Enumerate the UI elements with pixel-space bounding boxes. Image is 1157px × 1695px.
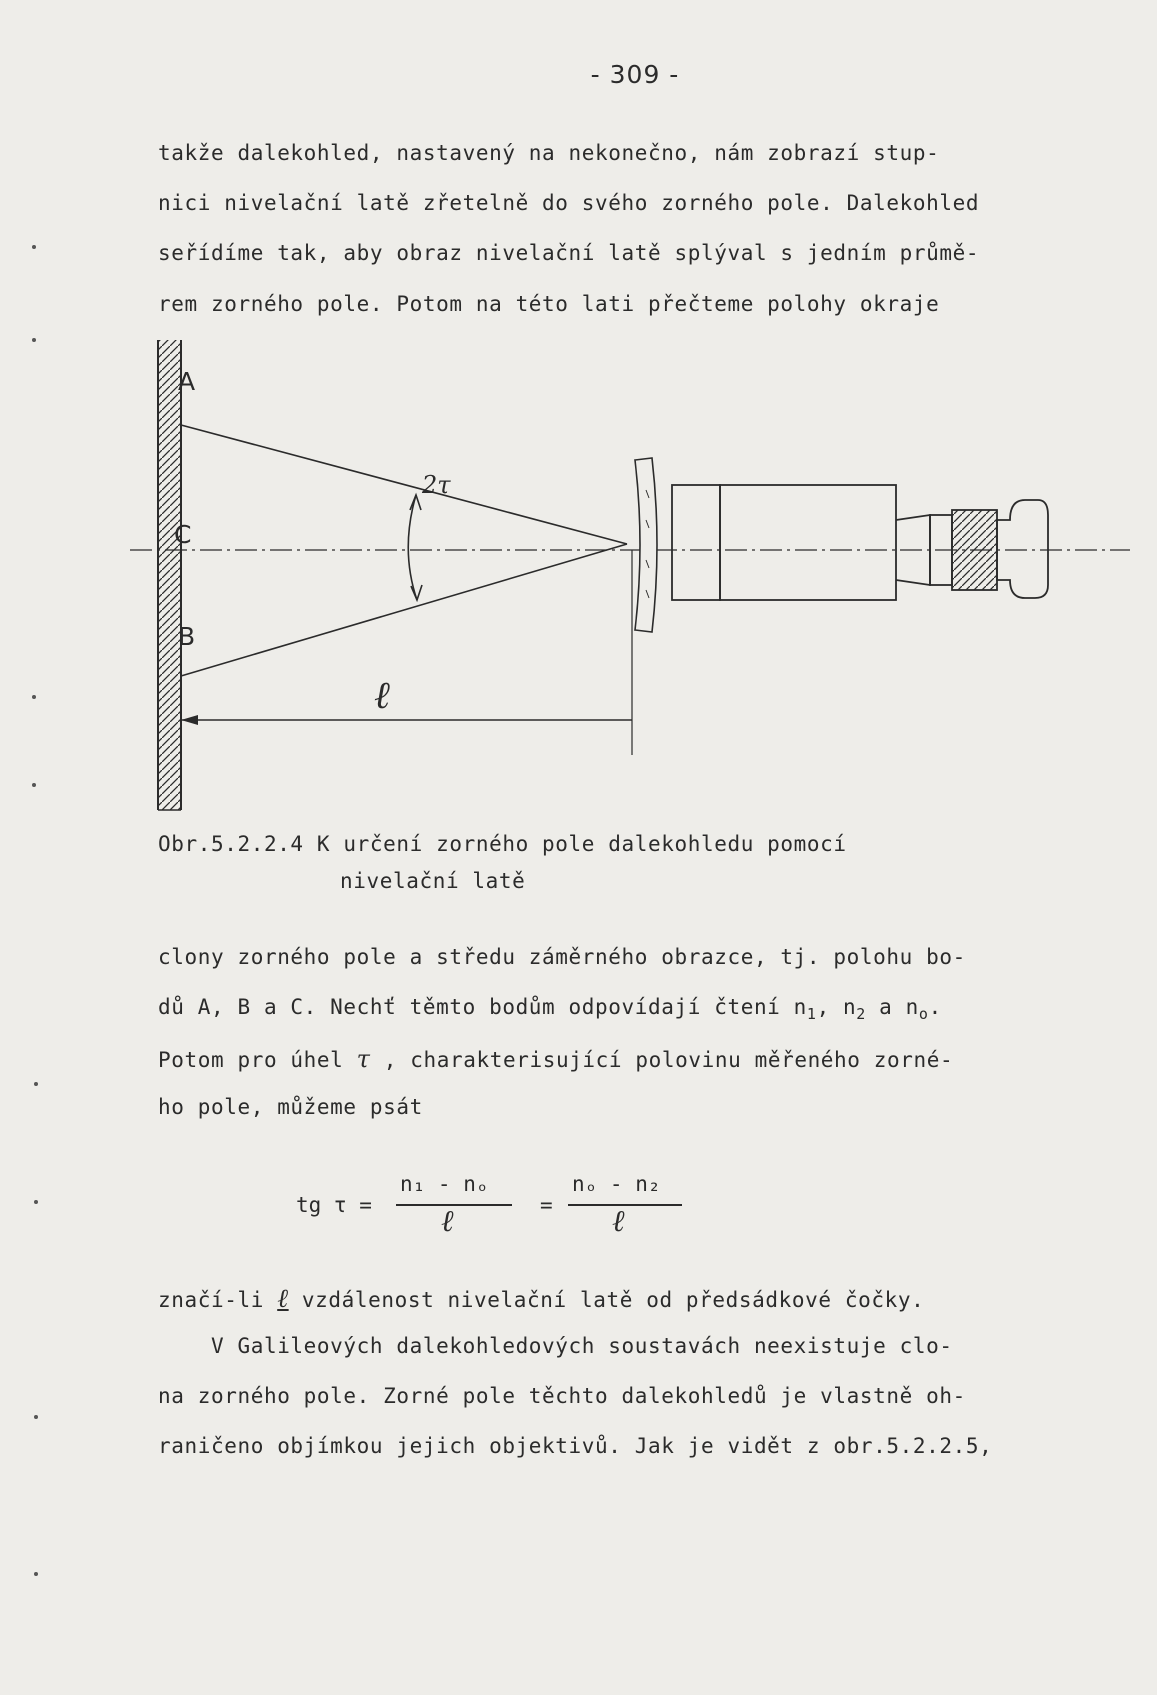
telescope-body (672, 485, 1048, 600)
paragraph-line: takže dalekohled, nastavený na nekonečno, nám zobrazí stup- (158, 141, 940, 165)
binder-hole (32, 245, 36, 249)
binder-hole (32, 695, 36, 699)
paragraph-line: značí-li ℓ vzdálenost nivelační latě od předsádkové čočky. (158, 1284, 925, 1314)
binder-hole (34, 1082, 38, 1086)
binder-hole (32, 783, 36, 787)
label-angle: 2τ (422, 471, 451, 499)
figure-caption-line2: nivelační latě (340, 869, 526, 893)
fraction-bar (396, 1204, 512, 1206)
paragraph-line: rem zorného pole. Potom na této lati přečteme polohy okraje (158, 292, 940, 316)
paragraph-line: raničeno objímkou jejich objektivů. Jak je vidět z obr.5.2.2.5, (158, 1434, 993, 1458)
formula-denominator-2: ℓ (612, 1204, 625, 1239)
leveling-staff (158, 340, 181, 810)
formula-equals: = (540, 1193, 553, 1217)
label-c: C (174, 520, 192, 549)
binder-hole (32, 338, 36, 342)
binder-hole (34, 1415, 38, 1419)
label-a: A (178, 367, 196, 396)
formula-numerator-1: n₁ - nₒ (400, 1172, 489, 1196)
telescope-field-figure (130, 330, 1130, 820)
paragraph-line: nici nivelační latě zřetelně do svého zorného pole. Dalekohled (158, 191, 980, 215)
distance-dimension (181, 550, 632, 755)
page-number: - 309 - (590, 60, 680, 89)
paragraph-line: clony zorného pole a středu záměrného obrazce, tj. polohu bo- (158, 945, 966, 969)
fraction-bar (568, 1204, 682, 1206)
formula-lhs: tg τ = (296, 1193, 372, 1217)
binder-hole (34, 1200, 38, 1204)
paragraph-line: dů A, B a C. Nechť těmto bodům odpovídají čtení $n_1$, $n_2$ a $n_o$. (158, 995, 942, 1024)
paragraph-line: Potom pro úhel τ , charakterisující polovinu měřeného zorné- (158, 1045, 954, 1073)
figure-caption-line1: Obr.5.2.2.4 K určení zorného pole dalekohledu pomocí (158, 832, 847, 856)
paragraph-line: ho pole, můžeme psát (158, 1095, 423, 1119)
paragraph-line: na zorného pole. Zorné pole těchto dalekohledů je vlastně oh- (158, 1384, 966, 1408)
angle-arc (408, 495, 422, 600)
paragraph-line: seřídíme tak, aby obraz nivelační latě splýval s jedním průmě- (158, 241, 980, 265)
formula-denominator-1: ℓ (441, 1204, 454, 1239)
paragraph-line: V Galileových dalekohledových soustavách neexistuje clo- (158, 1334, 953, 1358)
objective-lens (635, 458, 657, 632)
binder-hole (34, 1572, 38, 1576)
label-b: B (178, 622, 196, 651)
formula-numerator-2: nₒ - n₂ (572, 1172, 661, 1196)
label-distance: ℓ (374, 673, 390, 717)
